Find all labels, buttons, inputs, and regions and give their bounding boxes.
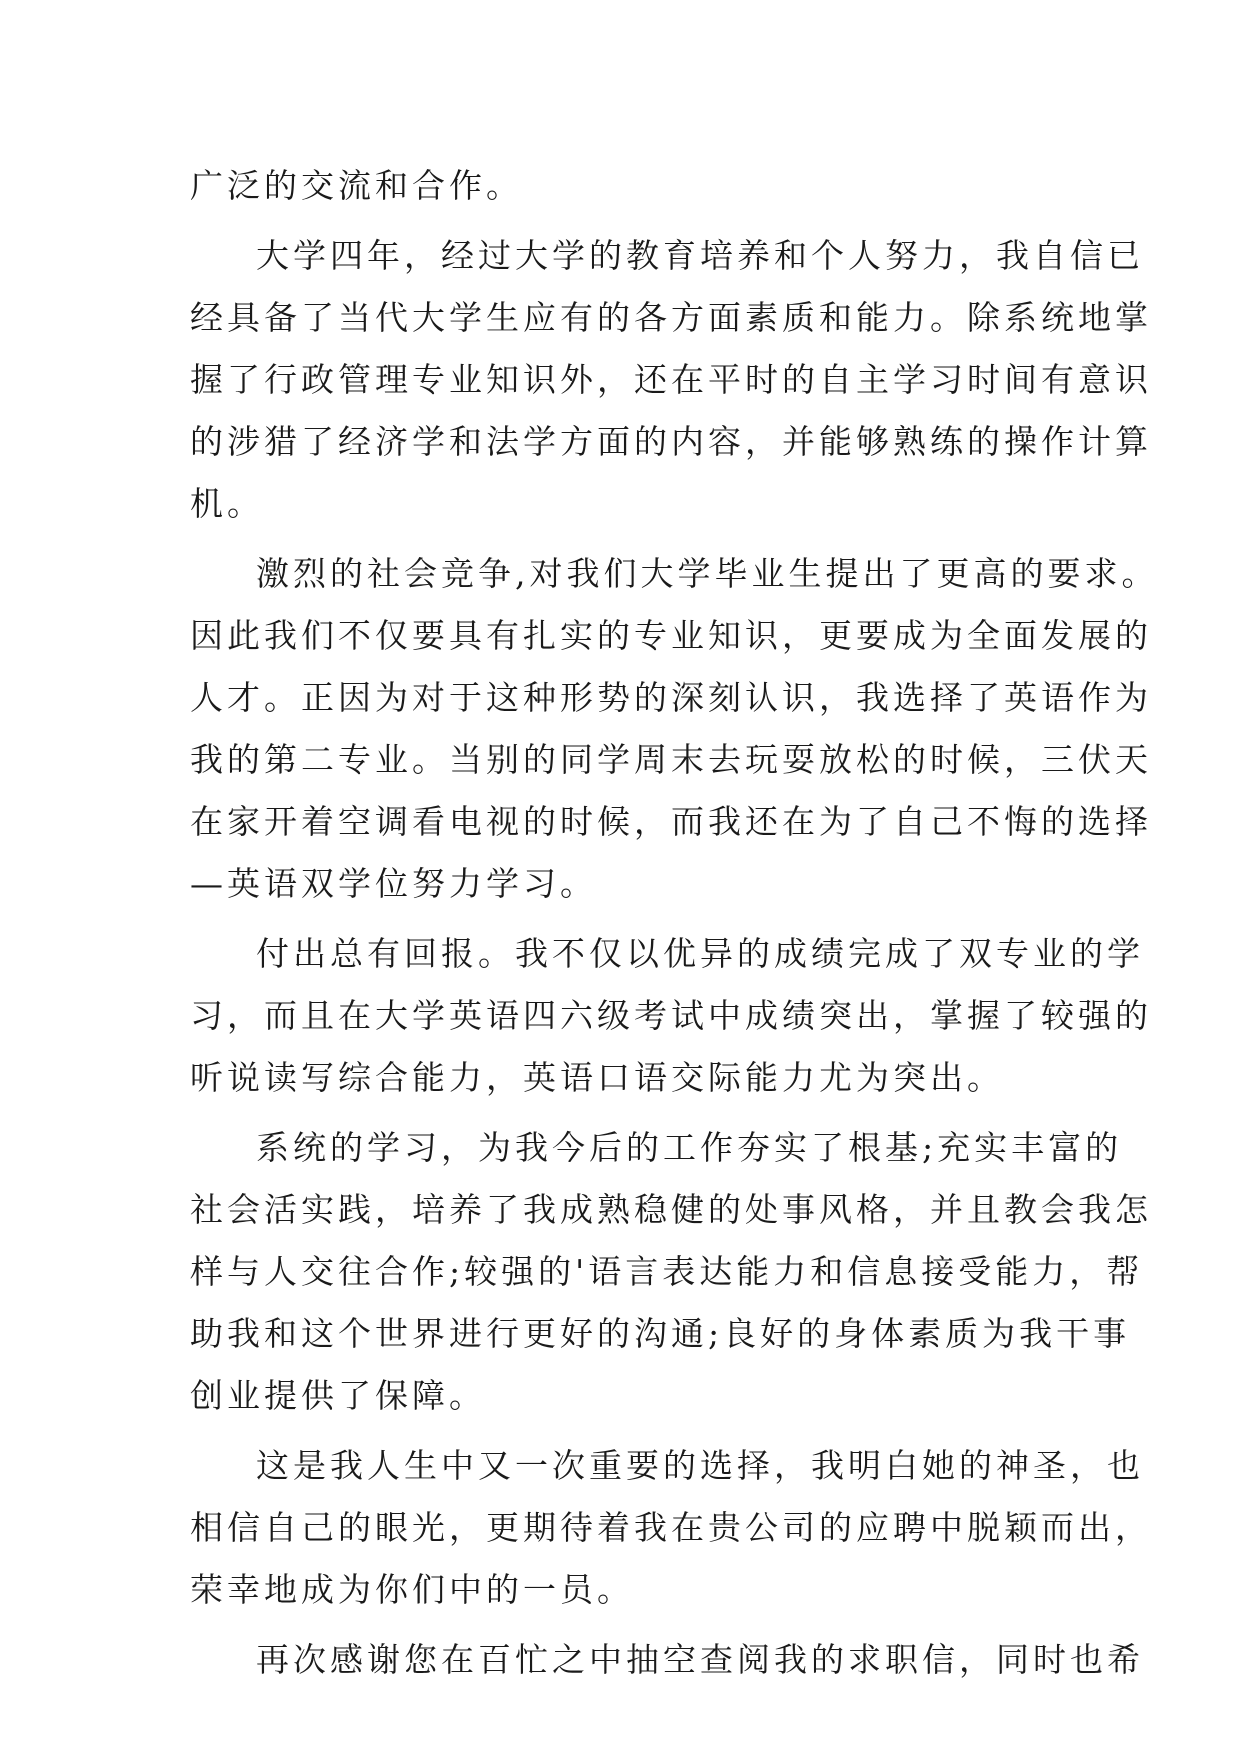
text-line: 人才。正因为对于这种形势的深刻认识，我选择了英语作为: [190, 678, 1152, 717]
paragraph-first-line: 付出总有回报。我不仅以优异的成绩完成了双专业的学: [256, 934, 1144, 973]
text-line: 创业提供了保障。: [190, 1376, 486, 1415]
text-line: —英语双学位努力学习。: [190, 864, 597, 903]
text-line: 助我和这个世界进行更好的沟通;良好的身体素质为我干事: [190, 1314, 1131, 1353]
paragraph-first-line: 大学四年，经过大学的教育培养和个人努力，我自信已: [256, 236, 1144, 275]
paragraph-first-line: 再次感谢您在百忙之中抽空查阅我的求职信，同时也希: [256, 1640, 1144, 1679]
text-line: 经具备了当代大学生应有的各方面素质和能力。除系统地掌: [190, 298, 1152, 337]
paragraph-first-line: 系统的学习，为我今后的工作夯实了根基;充实丰富的: [256, 1128, 1123, 1167]
letter-body: [190, 155, 1159, 1691]
text-line: 样与人交往合作;较强的'语言表达能力和信息接受能力，帮: [190, 1252, 1144, 1291]
text-line: 习，而且在大学英语四六级考试中成绩突出，掌握了较强的: [190, 996, 1152, 1035]
text-line: 机。: [190, 484, 264, 523]
text-line: 社会活实践，培养了我成熟稳健的处事风格，并且教会我怎: [190, 1190, 1152, 1229]
text-line: 广泛的交流和合作。: [190, 166, 523, 205]
text-line: 荣幸地成为你们中的一员。: [190, 1570, 634, 1609]
paragraph-first-line: 这是我人生中又一次重要的选择，我明白她的神圣，也: [256, 1446, 1144, 1485]
text-line: 在家开着空调看电视的时候，而我还在为了自己不悔的选择: [190, 802, 1152, 841]
text-line: 我的第二专业。当别的同学周末去玩耍放松的时候，三伏天: [190, 740, 1152, 779]
text-line: 听说读写综合能力，英语口语交际能力尤为突出。: [190, 1058, 1004, 1097]
paragraph-first-line: 激烈的社会竞争,对我们大学毕业生提出了更高的要求。: [256, 554, 1159, 593]
text-line: 因此我们不仅要具有扎实的专业知识，更要成为全面发展的: [190, 616, 1152, 655]
text-line: 握了行政管理专业知识外，还在平时的自主学习时间有意识: [190, 360, 1152, 399]
text-line: 相信自己的眼光，更期待着我在贵公司的应聘中脱颖而出，: [190, 1508, 1152, 1547]
text-line: 的涉猎了经济学和法学方面的内容，并能够熟练的操作计算: [190, 422, 1152, 461]
